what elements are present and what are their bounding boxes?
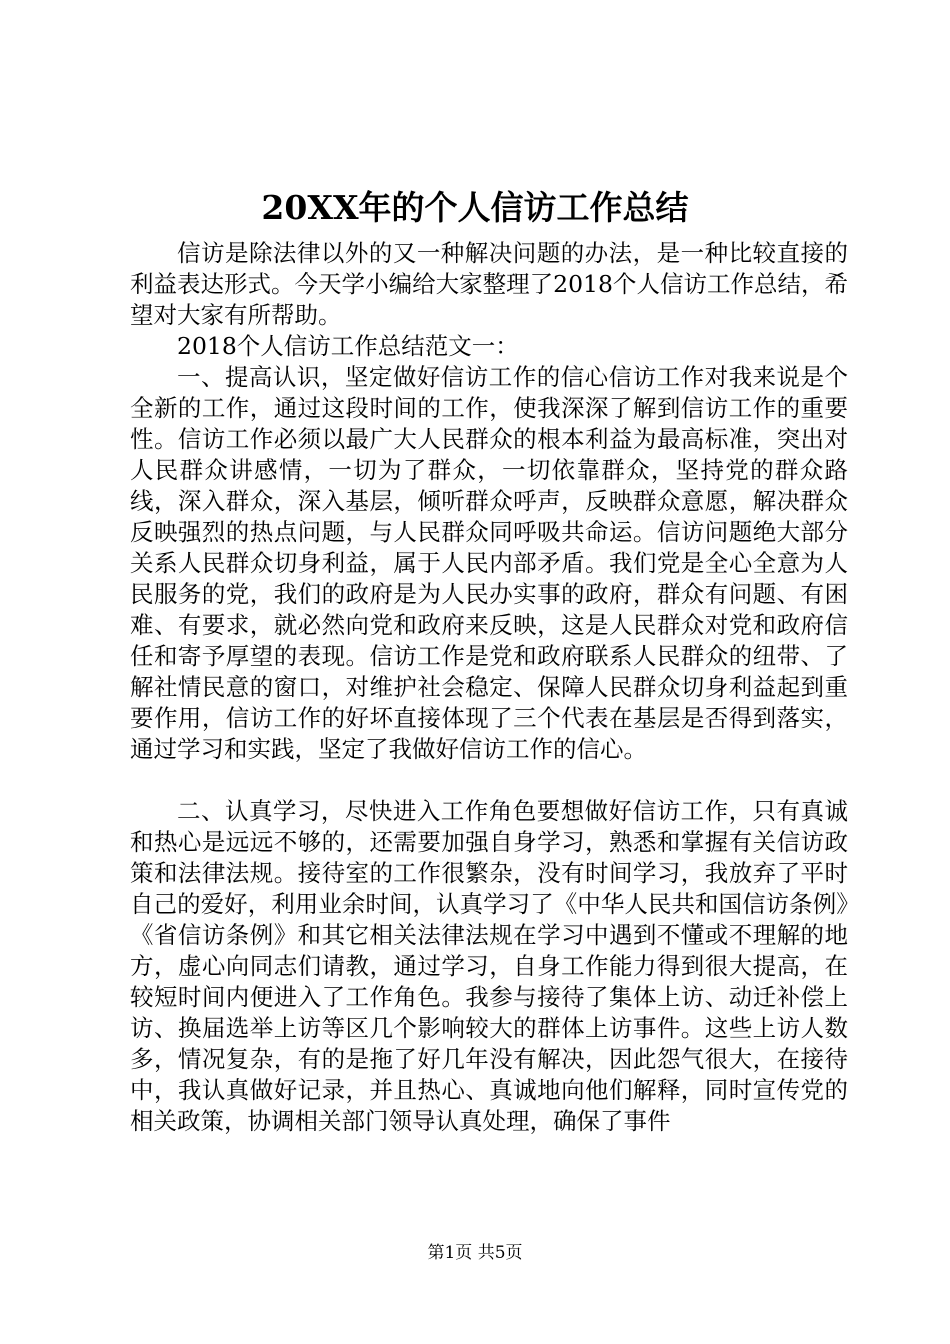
body-paragraph: 一、提高认识，坚定做好信访工作的信心信访工作对我来说是个全新的工作，通过这段时间的工作，使我深深了解到信访工作的重要性。信访工作必须以最广大人民群众的根本利益为最高标准，突出对人民群众讲感情，一切为了群众，一切依靠群众，坚持党的群众路线，深入群众，深入基层，倾听群众呼声，反映群众意愿，解决群众反映强烈的热点问题，与人民群众同呼吸共命运。信访问题绝大部分关系人民群众切身利益，属于人民内部矛盾。我们党是全心全意为人民服务的党，我们的政府是为人民办实事的政府，群众有问题、有困难、有要求，就必然向党和政府来反映，这是人民群众对党和政府信任和寄予厚望的表现。信访工作是党和政府联系人民群众的纽带、了解社情民意的窗口，对维护社会稳定、保障人民群众切身利益起到重要作用，信访工作的好坏直接体现了三个代表在基层是否得到落实，通过学习和实践，坚定了我做好信访工作的信心。	[130, 363, 848, 763]
paragraph-gap	[130, 765, 848, 796]
document-title: 20XX年的个人信访工作总结	[261, 188, 689, 227]
page-number: 第1页 共5页	[427, 1243, 523, 1263]
document-body	[130, 238, 848, 1137]
body-paragraph: 二、认真学习，尽快进入工作角色要想做好信访工作，只有真诚和热心是远远不够的，还需要加强自身学习，熟悉和掌握有关信访政策和法律法规。接待室的工作很繁杂，没有时间学习，我放弃了平时自己的爱好，利用业余时间，认真学习了《中华人民共和国信访条例》《省信访条例》和其它相关法律法规在学习中遇到不懂或不理解的地方，虚心向同志们请教，通过学习，自身工作能力得到很大提高，在较短时间内便进入了工作角色。我参与接待了集体上访、动迁补偿上访、换届选举上访等区几个影响较大的群体上访事件。这些上访人数多，情况复杂，有的是拖了好几年没有解决，因此怨气很大，在接待中，我认真做好记录，并且热心、真诚地向他们解释，同时宣传党的相关政策，协调相关部门领导认真处理，确保了事件	[130, 797, 848, 1135]
section-heading: 2018个人信访工作总结范文一：	[177, 332, 519, 360]
intro-paragraph: 信访是除法律以外的又一种解决问题的办法，是一种比较直接的利益表达形式。今天学小编给大家整理了2018个人信访工作总结，希望对大家有所帮助。	[130, 239, 848, 329]
